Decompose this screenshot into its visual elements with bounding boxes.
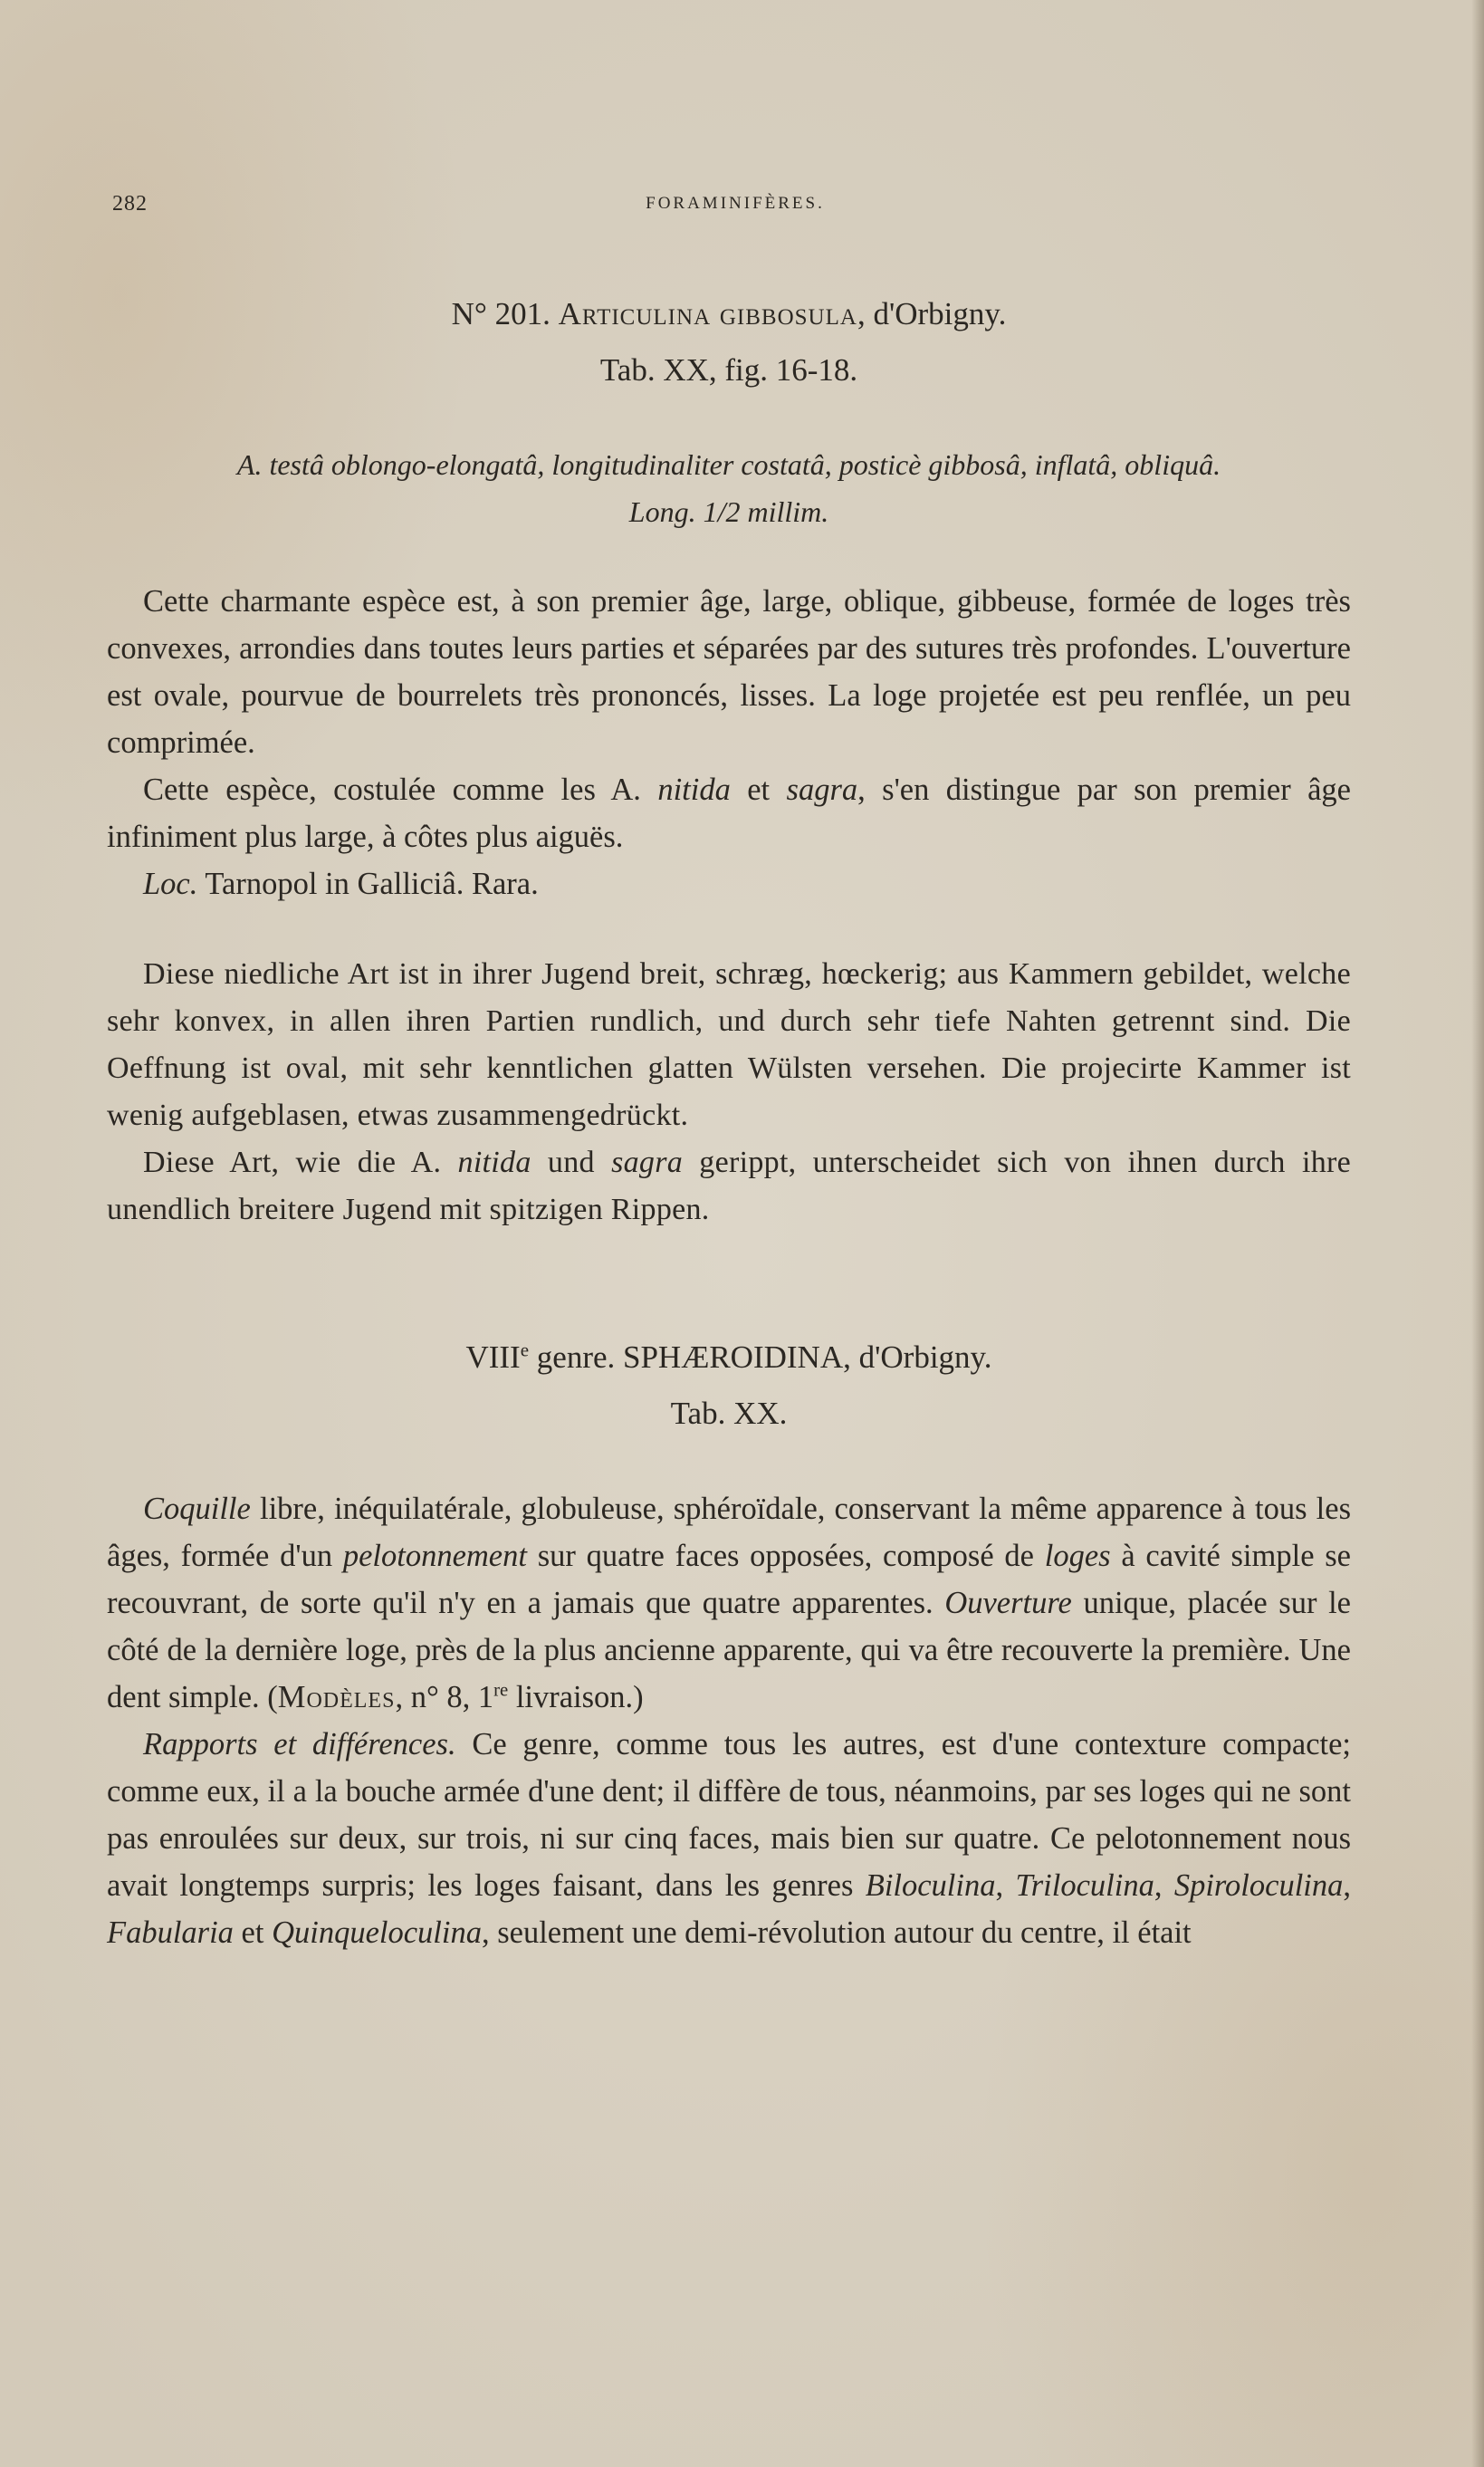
genus-ref-quinqueloculina: Quinqueloculina bbox=[272, 1915, 482, 1950]
species-number: N° 201. bbox=[451, 296, 551, 331]
french-paragraph-1: Cette charmante espèce est, à son premier âge, large, oblique, gibbeuse, formée de loges très convexes, arrondies dans toutes leurs parties et séparées par des sutures très profondes. L'ouverture est ovale, pourvue de bourrelets très prononcés, lisses. La loge projetée est peu renflée, un peu comprimée. bbox=[107, 584, 1351, 760]
locality-line bbox=[107, 860, 1351, 907]
genus-ref-fabularia: Fabularia bbox=[107, 1915, 234, 1950]
genus-heading bbox=[107, 1329, 1351, 1442]
species-ref-sagra: sagra bbox=[611, 1146, 684, 1179]
text-run: à cavité simple se recouvrant, de sorte qu'il n'y en a jamais que quatre apparentes. bbox=[107, 1539, 1351, 1620]
diagnosis-line-2: Long. 1/2 millim. bbox=[628, 495, 829, 528]
genus-paragraph-2 bbox=[107, 1721, 1351, 1956]
running-head bbox=[112, 192, 1358, 219]
text-run: , bbox=[1154, 1868, 1174, 1903]
species-name: Articulina gibbosula bbox=[558, 296, 857, 331]
locality-label: Loc. bbox=[143, 867, 198, 901]
french-description bbox=[107, 578, 1351, 907]
ordinal-sup: re bbox=[493, 1680, 509, 1701]
genus-description bbox=[107, 1485, 1351, 1956]
species-heading bbox=[107, 286, 1351, 398]
text-run: sur quatre faces opposées, composé de bbox=[526, 1539, 1045, 1573]
german-paragraph-1: Diese niedliche Art ist in ihrer Jugend breit, schræg, hœckerig; aus Kammern gebildet, welche sehr konvex, in allen ihren Partien rundlich, und durch sehr tiefe Nahten getrennt sind. Die Oeffnung ist oval, mit sehr kenntlichen glatten Wülsten versehen. Die projecirte Kammer ist wenig aufgeblasen, etwas zusammengedrückt. bbox=[107, 957, 1351, 1132]
reference-modeles: Modèles bbox=[277, 1680, 396, 1714]
species-ref-sagra: sagra bbox=[786, 773, 858, 807]
text-run: , seulement une demi-révolution autour du centre, il était bbox=[481, 1915, 1192, 1950]
term-coquille: Coquille bbox=[143, 1492, 251, 1526]
species-ref-nitida: nitida bbox=[657, 773, 731, 807]
genus-number: VIII bbox=[465, 1339, 521, 1375]
species-diagnosis bbox=[107, 441, 1351, 535]
french-paragraph-2 bbox=[107, 766, 1351, 860]
genus-number-sup: e bbox=[520, 1339, 530, 1361]
german-paragraph-2 bbox=[107, 1139, 1351, 1234]
term-ouverture: Ouverture bbox=[944, 1586, 1072, 1620]
text-run: , n° 8, 1 bbox=[395, 1680, 494, 1714]
page-number: 282 bbox=[112, 192, 148, 216]
text-run: , bbox=[995, 1868, 1016, 1903]
text-run: Ce genre, comme tous les autres, est d'une contexture compacte; comme eux, il a la bouche armée d'une dent; il diffère de tous, néanmoins, par ses loges qui ne sont pas enroulées sur deux, sur trois, ni sur cinq faces, mais bien sur quatre. Ce pelotonnement nous avait longtemps surpris; les loges faisant, dans les genres bbox=[107, 1727, 1351, 1903]
text-run: et bbox=[730, 773, 787, 807]
genus-ref-triloculina: Triloculina bbox=[1015, 1868, 1154, 1903]
text-run: gerippt, unterscheidet sich von ihnen durch ihre unendlich breitere Jugend mit spitzigen Rippen. bbox=[107, 1146, 1352, 1226]
text-run: , s'en distingue par son premier âge infiniment plus large, à côtes plus aiguës. bbox=[107, 773, 1351, 854]
running-title: FORAMINIFÈRES. bbox=[646, 194, 825, 213]
text-run: et bbox=[233, 1915, 273, 1950]
page-edge-shadow bbox=[1471, 0, 1484, 2467]
term-loges: loges bbox=[1044, 1539, 1111, 1573]
text-run: libre, inéquilatérale, globuleuse, sphéroïdale, conservant la même apparence à tous les âges, formée d'un bbox=[107, 1492, 1351, 1573]
text-run: livraison.) bbox=[508, 1680, 644, 1714]
species-author: , d'Orbigny. bbox=[857, 296, 1007, 331]
text-run: unique, placée sur le côté de la dernière loge, près de la plus ancienne apparente, qui va être recouverte la première. Une dent simple. ( bbox=[107, 1586, 1351, 1714]
species-ref-nitida: nitida bbox=[457, 1146, 531, 1179]
text-run: , bbox=[1343, 1868, 1352, 1903]
genus-title: genre. SPHÆROIDINA, d'Orbigny. bbox=[529, 1339, 992, 1375]
text-run: Cette espèce, costulée comme les A. bbox=[143, 773, 658, 807]
genus-paragraph-1 bbox=[107, 1485, 1351, 1721]
term-pelotonnement: pelotonnement bbox=[342, 1539, 527, 1573]
genus-ref-spiroloculina: Spiroloculina bbox=[1173, 1868, 1344, 1903]
genus-title-line bbox=[107, 1329, 1351, 1386]
text-run: und bbox=[531, 1146, 612, 1179]
term-rapports: Rapports et différences. bbox=[143, 1727, 456, 1761]
genus-ref-biloculina: Biloculina bbox=[865, 1868, 996, 1903]
text-run: Diese Art, wie die A. bbox=[143, 1146, 458, 1179]
diagnosis-line-1: A. testâ oblongo-elongatâ, longitudinaliter costatâ, posticè gibbosâ, inflatâ, obliquâ. bbox=[236, 448, 1221, 481]
locality-text: Tarnopol in Galliciâ. Rara. bbox=[197, 867, 539, 901]
genus-plate: Tab. XX. bbox=[670, 1396, 788, 1431]
german-description bbox=[107, 951, 1351, 1234]
species-plate: Tab. XX, fig. 16-18. bbox=[599, 352, 858, 388]
species-title-line bbox=[107, 286, 1351, 342]
